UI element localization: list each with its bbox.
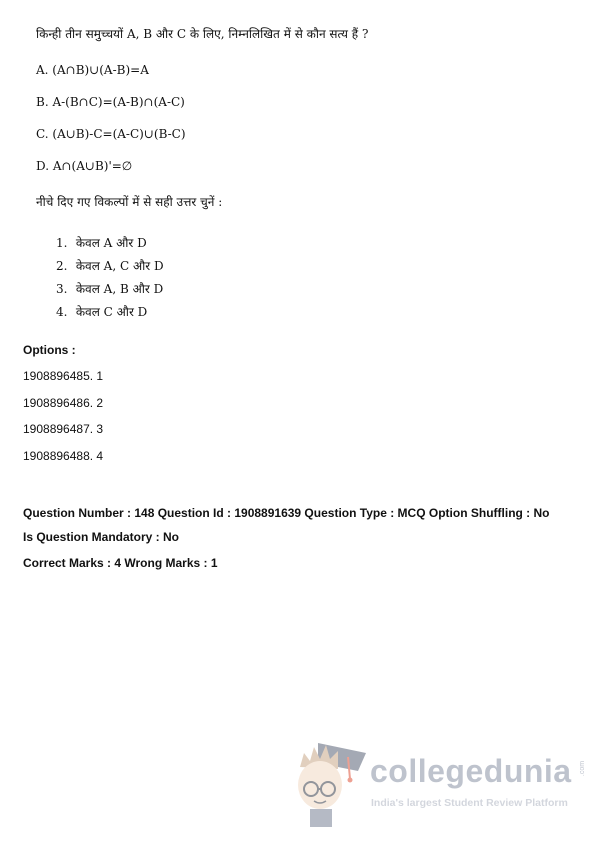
marks-line: Correct Marks : 4 Wrong Marks : 1 (23, 556, 218, 570)
options-heading: Options : (23, 343, 76, 357)
option-row: 1908896485. 1 (23, 369, 104, 383)
instruction-text: नीचे दिए गए विकल्पों में से सही उत्तर चुनें : (36, 195, 223, 209)
question-mandatory-line: Is Question Mandatory : No (23, 530, 180, 544)
choice-text: केवल A और D (75, 236, 147, 250)
statement-a: A. (A∩B)∪(A-B)=A (36, 63, 149, 77)
brand-name: collegedunia (370, 753, 572, 789)
choice-1 (56, 234, 147, 251)
statement-b: B. A-(B∩C)=(A-B)∩(A-C) (36, 95, 185, 109)
option-row: 1908896488. 4 (23, 449, 104, 463)
mascot-logo-icon (288, 733, 368, 828)
choice-number: 3. (56, 282, 68, 296)
collegedunia-watermark (288, 733, 588, 828)
question-text: किन्ही तीन समुच्चयों A, B और C के लिए, निम्नलिखित में से कौन सत्य हैं ? (36, 27, 369, 41)
choice-number: 2. (56, 259, 68, 273)
choice-text: केवल C और D (75, 305, 148, 319)
choice-number: 4. (56, 305, 68, 319)
choice-4 (56, 303, 147, 320)
option-row: 1908896487. 3 (23, 422, 104, 436)
brand-suffix: .com (579, 760, 587, 777)
brand-tagline: India's largest Student Review Platform (371, 797, 568, 809)
choice-text: केवल A, B और D (75, 282, 164, 296)
option-row: 1908896486. 2 (23, 396, 104, 410)
statement-d: D. A∩(A∪B)'=∅ (36, 159, 133, 173)
choice-number: 1. (56, 236, 68, 250)
choice-text: केवल A, C और D (75, 259, 164, 273)
statement-c: C. (A∪B)-C=(A-C)∪(B-C) (36, 127, 186, 141)
question-meta-line: Question Number : 148 Question Id : 1908891639 Question Type : MCQ Option Shuffling : No (23, 506, 550, 520)
choice-2 (56, 257, 164, 274)
choice-3 (56, 280, 163, 297)
